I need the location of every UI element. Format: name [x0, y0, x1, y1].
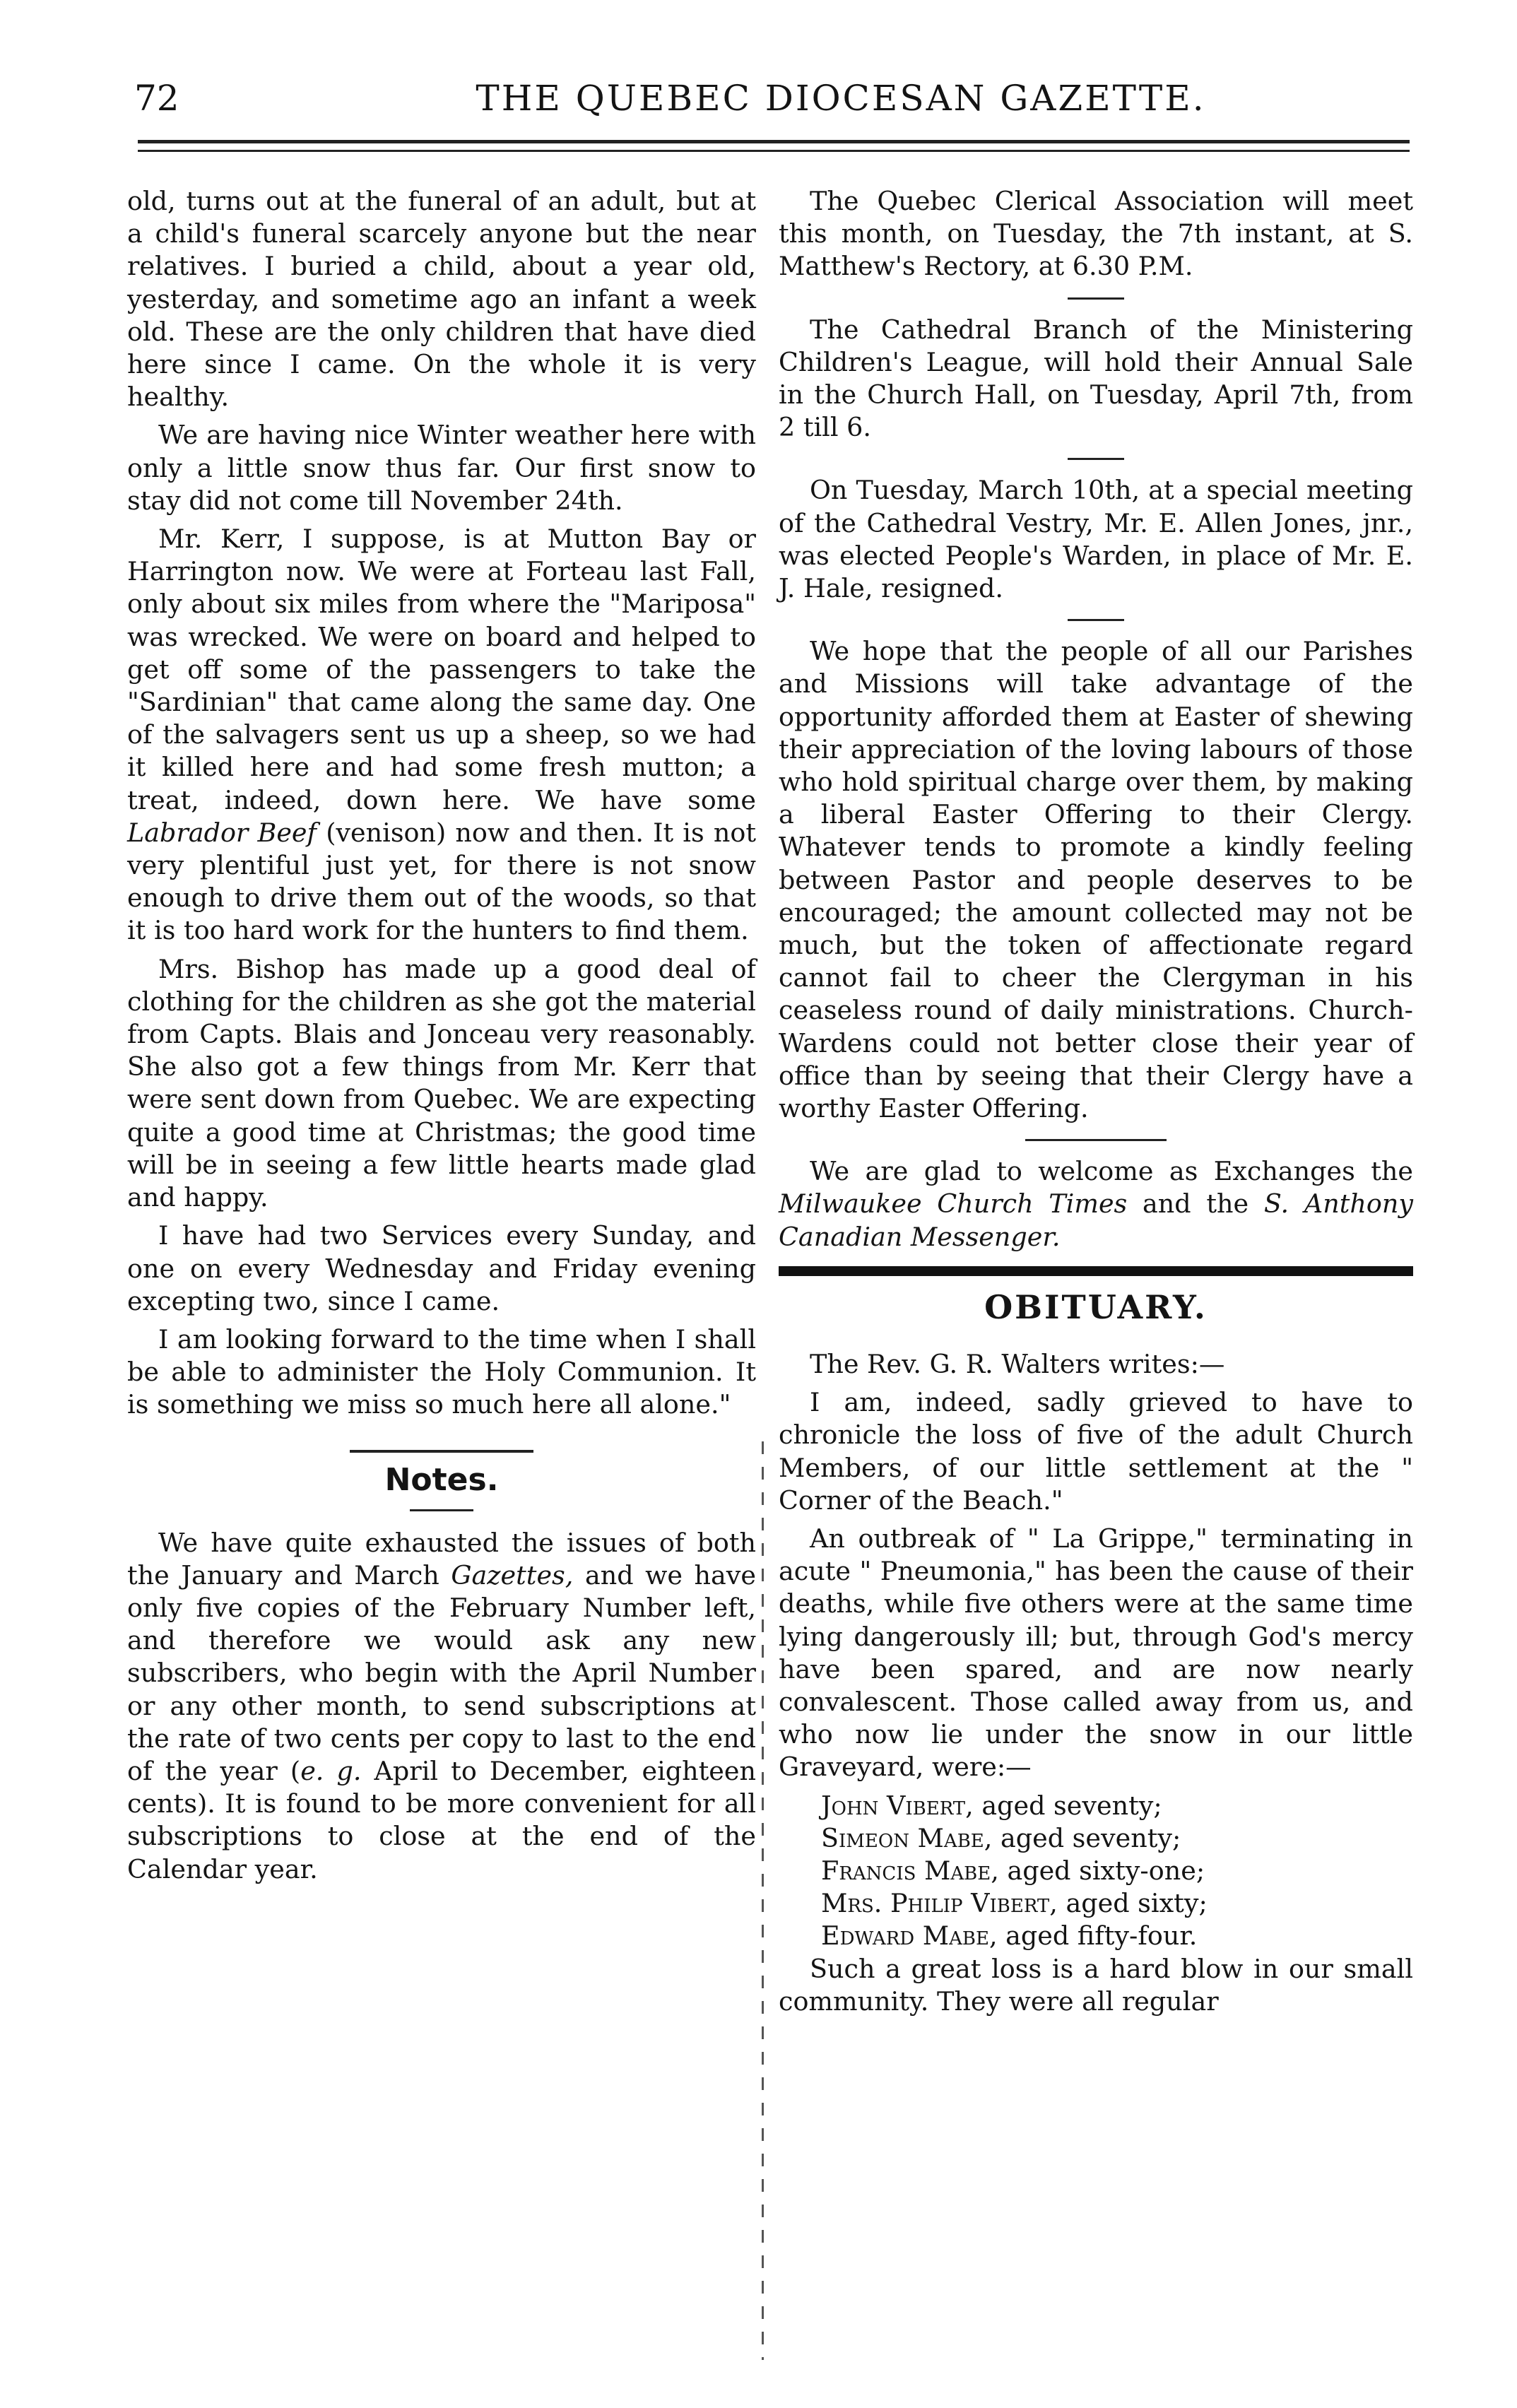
journal-title: THE QUEBEC DIOCESAN GAZETTE.	[476, 78, 1206, 119]
victim-entry: Edward Mabe, aged fifty-four.	[821, 1920, 1198, 1952]
obituary-paragraph: An outbreak of " La Grippe," terminating in acute " Pneumonia," has been the cause of their deaths, while five others were at the same time lying dangerously ill; but, through God's mercy have been spared, and are now nearly convalescent. Those called away from us, and who now lie under the snow in our little Graveyard, were:—	[779, 1523, 1413, 1783]
obituary-paragraph: The Rev. G. R. Walters writes:—	[810, 1348, 1225, 1379]
letter-paragraph: I am looking forward to the time when I shall be able to administer the Holy Communion. It is something we miss so much here all alone."	[127, 1323, 756, 1420]
notice-paragraph: We are glad to welcome as Exchanges the Milwaukee Church Times and the S. Anthony Canadian Messenger.	[779, 1156, 1414, 1252]
notes-heading: Notes.	[384, 1461, 499, 1498]
letter-paragraph: old, turns out at the funeral of an adult, but at a child's funeral scarcely anyone but the near relatives. I buried a child, about a year old, yesterday, and sometime ago an infant a week old. These are the only children that have died here since I came. On the whole it is very healthy.	[127, 186, 756, 413]
short-rule	[1068, 619, 1124, 621]
notice-paragraph: We hope that the people of all our Parishes and Missions will take advantage of the opportunity afforded them at Easter of shewing their appreciation of the loving labours of those who hold spiritual charge over them, by making a liberal Easter Offering to their Clergy. Whatever tends to promote a kindly feeling between Pastor and people deserves to be encouraged; the amount collected may not be much, but the token of affectionate regard cannot fail to cheer the Clergyman in his ceaseless round of daily ministrations. Church-Wardens could not better close their year of office than by seeing that their Clergy have a worthy Easter Offering.	[779, 636, 1413, 1124]
column-divider	[762, 1441, 764, 2360]
italic-text: Milwaukee Church Times	[779, 1188, 1128, 1220]
obituary-paragraph: I am, indeed, sadly grieved to have to chronicle the loss of five of the adult Church Members, of our little settlement at the " Corner of the Beach."	[779, 1387, 1413, 1516]
notice-paragraph: The Cathedral Branch of the Ministering Children's League, will hold their Annual Sale in the Church Hall, on Tuesday, April 7th, from 2 till 6.	[779, 314, 1413, 443]
italic-text: e. g.	[300, 1755, 362, 1786]
letter-paragraph: Mrs. Bishop has made up a good deal of clothing for the children as she got the material from Capts. Blais and Jonceau very reasonably. She also got a few things from Mr. Kerr that were sent down from Quebec. We are expecting quite a good time at Christmas; the good time will be in seeing a few little hearts made glad and happy.	[127, 953, 756, 1213]
short-rule	[1068, 458, 1124, 460]
short-rule	[1025, 1139, 1167, 1141]
page-number: 72	[134, 78, 179, 119]
italic-text: Gazettes,	[451, 1559, 574, 1590]
notice-paragraph: The Quebec Clerical Association will meet this month, on Tuesday, the 7th instant, at S. Matthew's Rectory, at 6.30 P.M.	[779, 186, 1413, 282]
obituary-heading: OBITUARY.	[984, 1287, 1208, 1326]
heavy-rule	[779, 1266, 1413, 1276]
obituary-paragraph: Such a great loss is a hard blow in our small community. They were all regular	[779, 1953, 1413, 2017]
letter-paragraph: We are having nice Winter weather here with only a little snow thus far. Our first snow to stay did not come till November 24th.	[127, 420, 756, 516]
victim-entry: Simeon Mabe, aged seventy;	[821, 1822, 1181, 1853]
section-rule	[350, 1450, 533, 1453]
victim-entry: John Vibert, aged seventy;	[821, 1790, 1162, 1821]
left-column	[127, 185, 756, 1891]
victim-entry: Mrs. Philip Vibert, aged sixty;	[821, 1888, 1208, 1919]
italic-text: S. Anthony Canadian Messenger.	[779, 1188, 1414, 1252]
letter-paragraph: I have had two Services every Sunday, and one on every Wednesday and Friday evening excepting two, since I came.	[127, 1220, 756, 1316]
short-rule	[1068, 297, 1124, 300]
letter-paragraph: Mr. Kerr, I suppose, is at Mutton Bay or Harrington now. We were at Forteau last Fall, only about six miles from where the "Mariposa" was wrecked. We were on board and helped to get off some of the passengers to take the "Sardinian" that came along the same day. One of the salvagers sent us up a sheep, so we had it killed here and had some fresh mutton; a treat, indeed, down here. We have some Labrador Beef (venison) now and then. It is not very plentiful just yet, for there is not snow enough to drive them out of the woods, so that it is too hard work for the hunters to find them.	[127, 524, 756, 946]
victim-list	[779, 1790, 1413, 1953]
italic-text: Labrador Beef	[127, 817, 317, 848]
section-rule	[410, 1509, 473, 1511]
right-column	[779, 185, 1413, 2024]
notes-paragraph: We have quite exhausted the issues of both the January and March Gazettes, and we have only five copies of the February Number left, and therefore we would ask any new subscribers, who begin with the April Number or any other month, to send subscriptions at the rate of two cents per copy to last to the end of the year (e. g. April to December, eighteen cents). It is found to be more convenient for all subscriptions to close at the end of the Calendar year.	[127, 1527, 756, 1884]
notice-paragraph: On Tuesday, March 10th, at a special meeting of the Cathedral Vestry, Mr. E. Allen Jones, jnr., was elected People's Warden, in place of Mr. E. J. Hale, resigned.	[779, 475, 1413, 604]
page-header	[127, 78, 1413, 134]
victim-entry: Francis Mabe, aged sixty-one;	[821, 1855, 1205, 1886]
header-rule	[138, 140, 1410, 143]
header-rule	[138, 150, 1410, 152]
